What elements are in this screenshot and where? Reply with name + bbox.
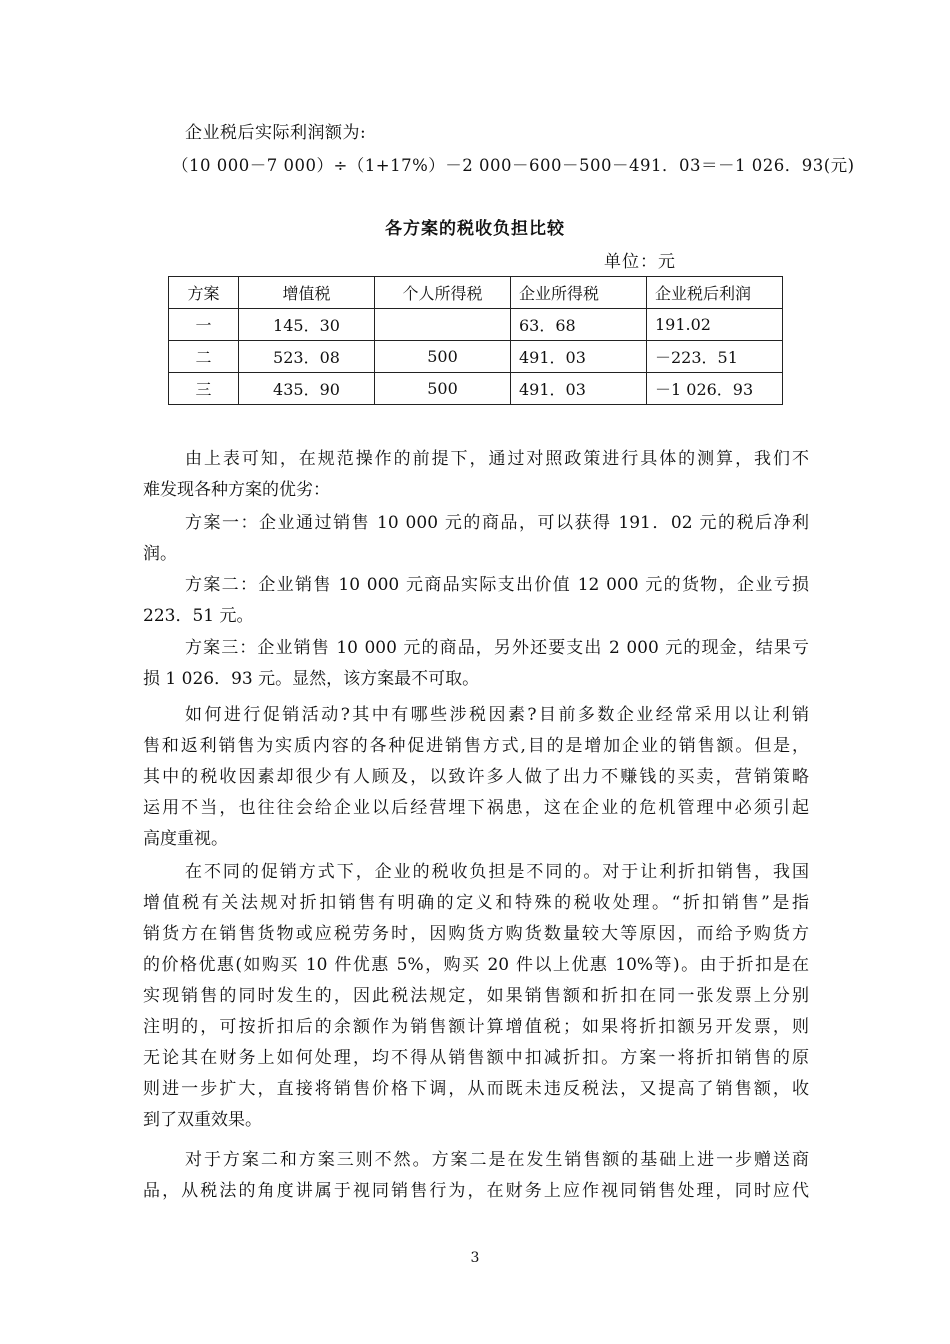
paragraph xyxy=(143,570,809,632)
paragraph-line: 对于方案二和方案三则不然。方案二是在发生销售额的基础上进一步赠送商 xyxy=(185,1150,809,1170)
paragraph-line: 方案三：企业销售 10 000 元的商品，另外还要支出 2 000 元的现金，结果亏 xyxy=(185,638,809,658)
paragraph xyxy=(143,444,809,506)
table-cell: －223．51 xyxy=(647,341,783,373)
paragraph-line: 在不同的促销方式下，企业的税收负担是不同的。对于让利折扣销售，我国 xyxy=(185,862,809,882)
table-cell: 500 xyxy=(375,373,511,405)
table-row xyxy=(169,373,783,405)
header-cell: 方案 xyxy=(169,277,239,309)
paragraph xyxy=(143,857,809,1136)
paragraph xyxy=(143,700,809,855)
table-cell: 63．68 xyxy=(511,309,647,341)
table-unit: 单位：元 xyxy=(604,252,676,272)
header-cell: 企业所得税 xyxy=(511,277,647,309)
table-cell: －1 026．93 xyxy=(647,373,783,405)
paragraph-line: 的价格优惠(如购买 10 件优惠 5%，购买 20 件以上优惠 10%等)。由于折扣是在 xyxy=(143,955,809,975)
paragraph-line: 方案二：企业销售 10 000 元商品实际支出价值 12 000 元的货物，企业亏损 xyxy=(185,575,809,595)
paragraph xyxy=(143,508,809,570)
table-header-row xyxy=(169,277,783,309)
table-cell: 三 xyxy=(169,373,239,405)
header-cell: 企业税后利润 xyxy=(647,277,783,309)
paragraph-line: 售和返利销售为实质内容的各种促进销售方式,目的是增加企业的销售额。但是， xyxy=(143,736,809,756)
table-cell: 500 xyxy=(375,341,511,373)
paragraph-line: 品，从税法的角度讲属于视同销售行为，在财务上应作视同销售处理，同时应代 xyxy=(143,1181,809,1201)
paragraph xyxy=(143,633,809,695)
table-cell: 191.02 xyxy=(647,309,783,341)
paragraph-line: 方案一：企业通过销售 10 000 元的商品，可以获得 191．02 元的税后净利 xyxy=(185,513,809,533)
page-number: 3 xyxy=(470,1250,480,1266)
table-row xyxy=(169,341,783,373)
paragraph-line: 损 1 026．93 元。显然，该方案最不可取。 xyxy=(143,669,480,689)
table-cell: 523．08 xyxy=(239,341,375,373)
paragraph-line: 增值税有关法规对折扣销售有明确的定义和特殊的税收处理。“折扣销售”是指 xyxy=(143,893,809,913)
paragraph-line: 实现销售的同时发生的，因此税法规定，如果销售额和折扣在同一张发票上分别 xyxy=(143,986,809,1006)
paragraph-line: 注明的，可按折扣后的余额作为销售额计算增值税；如果将折扣额另开发票，则 xyxy=(143,1017,809,1037)
paragraph-line: 运用不当，也往往会给企业以后经营埋下祸患，这在企业的危机管理中必须引起 xyxy=(143,798,809,818)
header-cell: 个人所得税 xyxy=(375,277,511,309)
table-cell: 145．30 xyxy=(239,309,375,341)
paragraph-line: 润。 xyxy=(143,544,177,564)
table-cell: 一 xyxy=(169,309,239,341)
paragraph xyxy=(143,1145,809,1207)
table-cell: 491．03 xyxy=(511,341,647,373)
intro-label: 企业税后实际利润额为: xyxy=(185,123,367,143)
table-cell: 491．03 xyxy=(511,373,647,405)
table-title: 各方案的税收负担比较 xyxy=(385,219,565,239)
table-cell: 二 xyxy=(169,341,239,373)
profit-formula: （10 000－7 000）÷（1+17%）－2 000－600－500－491．03＝－1 026．93(元) xyxy=(172,156,855,175)
paragraph-line: 到了双重效果。 xyxy=(143,1110,262,1130)
paragraph-line: 223．51 元。 xyxy=(143,606,254,626)
paragraph-line: 销货方在销售货物或应税劳务时，因购货方购货数量较大等原因，而给予购货方 xyxy=(143,924,809,944)
paragraph-line: 由上表可知，在规范操作的前提下，通过对照政策进行具体的测算，我们不 xyxy=(185,449,809,469)
header-cell: 增值税 xyxy=(239,277,375,309)
paragraph-line: 如何进行促销活动?其中有哪些涉税因素?目前多数企业经常采用以让利销 xyxy=(185,705,809,725)
paragraph-line: 无论其在财务上如何处理，均不得从销售额中扣减折扣。方案一将折扣销售的原 xyxy=(143,1048,809,1068)
paragraph-line: 其中的税收因素却很少有人顾及，以致许多人做了出力不赚钱的买卖，营销策略 xyxy=(143,767,809,787)
paragraph-line: 则进一步扩大，直接将销售价格下调，从而既未违反税法，又提高了销售额，收 xyxy=(143,1079,809,1099)
paragraph-line: 高度重视。 xyxy=(143,829,228,849)
table-row xyxy=(169,309,783,341)
paragraph-line: 难发现各种方案的优劣： xyxy=(143,480,330,500)
tax-comparison-table xyxy=(168,276,783,405)
table-cell: 435．90 xyxy=(239,373,375,405)
table-cell xyxy=(375,309,511,341)
